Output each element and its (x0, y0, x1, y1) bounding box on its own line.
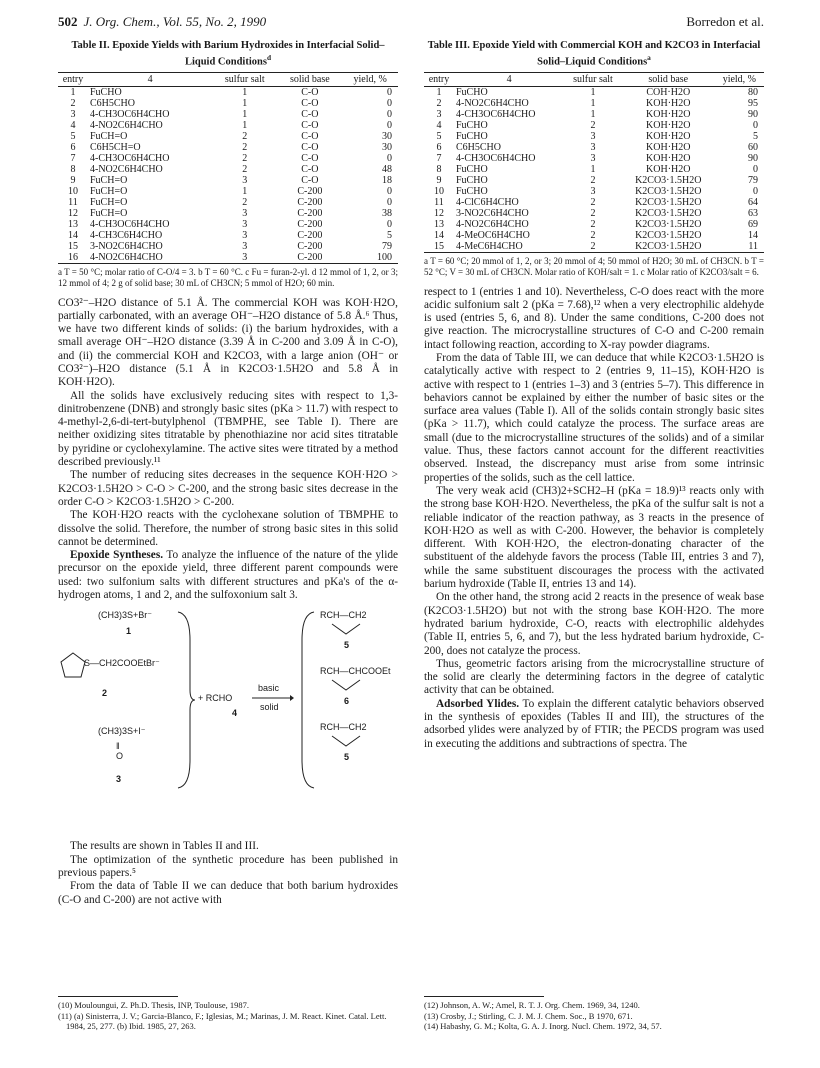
table-row (58, 241, 398, 252)
table-cell: 2 (242, 196, 248, 208)
table-cell: KOH·H2O (646, 163, 691, 175)
table-cell: 4-NO2C6H4CHO (88, 252, 212, 264)
table-header-cell: entry (58, 72, 88, 86)
header-authors: Borredon et al. (686, 14, 764, 29)
table-header-cell: 4 (88, 72, 212, 86)
table-cell: 4-CH3C6H4CHO (90, 229, 163, 241)
table-cell: 4-CH3OC6H4CHO (90, 218, 170, 230)
table-cell: 16 (58, 252, 88, 264)
left-body-text-2 (58, 840, 398, 906)
table-cell: FuCHO (456, 130, 488, 142)
table-row (424, 230, 764, 241)
table-cell: 100 (342, 252, 398, 264)
table-cell: KOH·H2O (646, 108, 691, 120)
table-cell: 3 (242, 229, 248, 241)
table-cell: 48 (382, 163, 392, 175)
table-cell: 3 (590, 141, 596, 153)
table-cell: C-O (301, 174, 319, 186)
table-row (58, 252, 398, 264)
table-header-cell: sulfur salt (212, 72, 277, 86)
table-cell: 2 (590, 174, 596, 186)
table-cell: KOH·H2O (646, 141, 691, 153)
right-column (424, 40, 764, 751)
table-row (58, 153, 398, 164)
table-cell: 95 (748, 97, 758, 109)
table-cell: 7 (70, 152, 76, 164)
table-cell: 2 (590, 196, 596, 208)
table-cell: 6 (70, 141, 76, 153)
table-cell: K2CO3·1.5H2O (635, 207, 702, 219)
table-cell: 0 (387, 86, 392, 98)
table-row (424, 131, 764, 142)
reference: (13) Crosby, J.; Stirling, C. J. M. J. Chem. Soc., B 1970, 671. (424, 1010, 633, 1021)
reference: (14) Habashy, G. M.; Kolta, G. A. J. Inorg. Nucl. Chem. 1972, 34, 57. (424, 1021, 662, 1031)
table-cell: KOH·H2O (646, 152, 691, 164)
table2 (58, 72, 398, 264)
table-cell: 3 (242, 218, 248, 230)
table-cell: FuCH=O (90, 130, 128, 142)
table-cell: 30 (382, 141, 392, 153)
compound-3-formula: (CH3)3S+I⁻ (98, 726, 146, 737)
table-cell: 14 (434, 229, 444, 241)
table-row (424, 164, 764, 175)
table-row (58, 131, 398, 142)
table-cell: 12 (68, 207, 78, 219)
table-cell: 2 (590, 218, 596, 230)
table-cell: C-200 (297, 196, 323, 208)
table-cell: 4-NO2C6H4CHO (456, 97, 529, 109)
table-cell: 80 (748, 86, 758, 98)
table-cell: 4-NO2C6H4CHO (456, 218, 529, 230)
section-heading: Epoxide Syntheses. (70, 549, 164, 562)
table-cell: 4-ClC6H4CHO (456, 196, 519, 208)
table-cell: 3 (590, 152, 596, 164)
table-cell: 10 (68, 185, 78, 197)
table-cell: C-200 (297, 240, 323, 252)
table-row (58, 164, 398, 175)
table-cell: 4-MeC6H4CHO (454, 241, 564, 253)
table-cell: 2 (242, 163, 248, 175)
table-cell: FuCH=O (90, 207, 128, 219)
table-row (58, 86, 398, 98)
table-row (58, 175, 398, 186)
table-row (58, 142, 398, 153)
table-cell: 79 (748, 174, 758, 186)
paragraph: The very weak acid (CH3)2+SCH2–H (pKa = 18.9)¹³ reacts only with the strong base KOH·H2O. Nevertheless, the pKa of the sulfur salt is not a reliable indicator of the reaction pathway, as 3 reacts in the presence of KOH·H2O as well as with C-200. However, the behavior is completely different. With KOH·H2O, the electron-donating character of the substituent of the aldehyde favors the process (Table III, entries 3 and 7), while the same substituent discourages the process with the activated barium hydroxide (Table II, entries 13 and 14). (424, 484, 764, 591)
table-row (58, 230, 398, 241)
table-cell: 5 (753, 130, 758, 142)
table-cell: 3 (242, 174, 248, 186)
table-cell: 10 (434, 185, 444, 197)
table-cell: C-200 (297, 207, 323, 219)
table-cell: 13 (68, 218, 78, 230)
table-cell: 14 (748, 229, 758, 241)
product-5-formula: RCH—CH2 (320, 610, 367, 621)
table-cell: FuCHO (456, 185, 488, 197)
table-cell: 2 (590, 119, 596, 131)
table-cell: 0 (387, 152, 392, 164)
table-cell: C-O (301, 119, 319, 131)
table-cell: 3-NO2C6H4CHO (456, 207, 529, 219)
paragraph: From the data of Table II we can deduce that both barium hydroxides (C-O and C-200) are not active with (58, 880, 398, 906)
compound-2-formula: S—CH2COOEtBr⁻ (84, 658, 160, 669)
table-cell: C6H5CHO (456, 141, 502, 153)
reaction-arrow-icon (252, 694, 294, 702)
table-cell: 15 (68, 240, 78, 252)
table-cell: FuCHO (90, 86, 122, 98)
table-row (58, 219, 398, 230)
table-cell: C-200 (297, 218, 323, 230)
epoxide-oxygen-icon (328, 734, 368, 748)
epoxide-oxygen-icon (328, 678, 368, 692)
paragraph: Adsorbed Ylides. To explain the different catalytic behaviors observed in the synthesis of epoxides (Tables II and III), the structures of the adsorbed ylides were analyzed by of FTIR; the PECDS program was used in executing the additions and subtractions of spectra. The (424, 697, 765, 750)
table-cell: FuCH=O (90, 174, 128, 186)
table-cell: 3-NO2C6H4CHO (90, 240, 163, 252)
table-cell: C-200 (277, 252, 342, 264)
table-header-cell: 4 (454, 72, 564, 86)
table-cell: 3 (70, 108, 76, 120)
table-cell: C-O (301, 163, 319, 175)
paragraph: Thus, geometric factors arising from the microcrystalline structure of the solid are clearly the determining factors in the degree of catalytic activity that can be obtained. (424, 657, 764, 697)
table-cell: 2 (590, 207, 596, 219)
table-cell: 5 (436, 130, 442, 142)
table2-footnote: a T = 50 °C; molar ratio of C-O/4 = 3. b T = 60 °C. c Fu = furan-2-yl. d 12 mmol of 1, 2, or 3; 12 mmol of 4; 2 g of solid base; 30 mL of CH3CN; 5 mmol of H2O; 60 min. (58, 266, 398, 288)
reaction-scheme (58, 608, 398, 834)
table-cell: C6H5CH=O (90, 141, 141, 153)
page-header (58, 14, 764, 32)
paragraph: On the other hand, the strong acid 2 reacts in the presence of weak base (K2CO3·1.5H2O) but not with the strong base KOH·H2O. The more hydrated barium hydroxide, C-O, reacts with electrophilic aldehydes (Table II, entries 5, 6, and 7), but the less hydrated barium hydroxide, C-200, does not catalyze the process. (424, 591, 764, 657)
table-cell: FuCHO (456, 174, 488, 186)
table-cell: 11 (715, 241, 764, 253)
product-6-formula: RCH—CHCOOEt (320, 666, 391, 677)
table-cell: 79 (382, 240, 392, 252)
table-cell: 18 (382, 174, 392, 186)
table-cell: 0 (387, 218, 392, 230)
table-row (424, 109, 764, 120)
table-row (58, 120, 398, 131)
table-cell: K2CO3·1.5H2O (622, 241, 715, 253)
table-header-cell: solid base (277, 72, 342, 86)
table-cell: 0 (387, 108, 392, 120)
table-cell: K2CO3·1.5H2O (635, 218, 702, 230)
page-number: 502 (58, 14, 78, 29)
table-cell: 12 (434, 207, 444, 219)
table-cell: C-O (301, 86, 319, 98)
table-cell: 1 (590, 86, 596, 98)
table-cell: 2 (564, 241, 622, 253)
table-cell: FuCHO (456, 119, 488, 131)
table-cell: 5 (387, 229, 392, 241)
table-cell: C-200 (297, 185, 323, 197)
table-row (424, 120, 764, 131)
table-cell: 2 (590, 229, 596, 241)
oxo-group: ‖ O (116, 741, 124, 762)
references-left (58, 1000, 398, 1032)
left-body-text (58, 297, 398, 603)
aldehyde-label: 4 (232, 708, 238, 719)
table-row (58, 208, 398, 219)
table-cell: 63 (748, 207, 758, 219)
table-cell: 8 (70, 163, 76, 175)
table-cell: 0 (387, 196, 392, 208)
table-cell: 0 (387, 185, 392, 197)
table-cell: 1 (242, 97, 248, 109)
table-cell: 4-MeOC6H4CHO (456, 229, 530, 241)
table-row (424, 98, 764, 109)
table-cell: 9 (436, 174, 442, 186)
arrow-label-bottom: solid (260, 702, 279, 713)
table-cell: K2CO3·1.5H2O (635, 196, 702, 208)
table-cell: FuCHO (456, 163, 488, 175)
paragraph: The number of reducing sites decreases in the sequence KOH·H2O > K2CO3·1.5H2O > C-O > C-200, and the strong basic sites decrease in the order C-O > K2CO3·1.5H2O > C-200. (58, 469, 398, 508)
table-row (424, 86, 764, 98)
header-left (58, 14, 266, 30)
table-cell: 4 (70, 119, 76, 131)
table-cell: 2 (70, 97, 76, 109)
compound-1-label: 1 (126, 626, 132, 637)
table-cell: 1 (70, 86, 76, 98)
product-5-label: 5 (344, 640, 350, 651)
aldehyde-reagent: + RCHO (198, 693, 233, 704)
table-cell: 1 (242, 108, 248, 120)
table-header-cell: entry (424, 72, 454, 86)
table-cell: 1 (590, 163, 596, 175)
table3-caption: Table III. Epoxide Yield with Commercial KOH and K2CO3 in Interfacial Solid–Liquid Conditions$^a$ (427, 40, 761, 68)
paragraph: The KOH·H2O reacts with the cyclohexane solution of TBMPHE to dissolve the solid. Therefore, the number of strong basic sites in this solid cannot be determined. (58, 509, 398, 548)
paragraph: Epoxide Syntheses. To analyze the influence of the nature of the ylide precursor on the epoxide yield, three different parent compounds were used: two sulfonium salts with different structures and pKa's of the α-hydrogen atoms, 1 and 2, and the sulfoxonium salt 3. (58, 549, 399, 602)
right-brace-open (296, 610, 316, 790)
table-cell: KOH·H2O (646, 119, 691, 131)
table-cell: 4-CH3OC6H4CHO (456, 108, 536, 120)
table-cell: 4-NO2C6H4CHO (90, 119, 163, 131)
reference: (12) Johnson, A. W.; Amel, R. T. J. Org. Chem. 1969, 34, 1240. (424, 1000, 640, 1010)
table-row (58, 186, 398, 197)
table-row (424, 186, 764, 197)
table-cell: 4-CH3OC6H4CHO (456, 152, 536, 164)
table-cell: 0 (387, 119, 392, 131)
table-row (424, 197, 764, 208)
table-cell: FuCH=O (90, 196, 128, 208)
journal-citation: J. Org. Chem., Vol. 55, No. 2, 1990 (83, 14, 267, 29)
arrow-label-top: basic (258, 683, 280, 694)
table-cell: 7 (436, 152, 442, 164)
table-cell: 90 (748, 152, 758, 164)
table-cell: 3 (590, 130, 596, 142)
paragraph: All the solids have exclusively reducing sites with respect to 1,3-dinitrobenzene (DNB) and strongly basic sites (pKa > 11.7) with respect to 4-methyl-2,6-di-tert-butylphenol (TBMPHE, see Table I). There are neither oxidizing sites titratable by phenothiazine nor acid sites titratable by pyridine or cyclohexylamine. The active sites were titrated by a method described previously.¹¹ (58, 389, 398, 469)
left-brace (176, 610, 196, 790)
table-cell: K2CO3·1.5H2O (635, 185, 702, 197)
compound-2-label: 2 (102, 688, 108, 699)
table-cell: 4 (436, 119, 442, 131)
product-7-formula: RCH—CH2 (320, 722, 367, 733)
reference: (10) Mouloungui, Z. Ph.D. Thesis, INP, Toulouse, 1987. (58, 1000, 250, 1010)
table-cell: 90 (748, 108, 758, 120)
footnote-rule (424, 996, 544, 997)
table-cell: K2CO3·1.5H2O (635, 174, 702, 186)
table-row (58, 197, 398, 208)
table-cell: 8 (436, 163, 442, 175)
paragraph: CO3²⁻–H2O distance of 5.1 Å. The commercial KOH was KOH·H2O, partially carbonated, with an average OH⁻–H2O distance of 5.8 Å.⁶ Thus, we have two different kinds of solids: (i) the barium hydroxides, with a small average OH⁻–H2O distance (3.39 Å in C-200 and 3.09 Å in C-O), and (ii) the commercial KOH and K2CO3, with a large anion (OH⁻ or CO3²⁻)–H2O distance (5.1 Å in K2CO3·1.5H2O and 5.8 Å in KOH·H2O). (58, 296, 398, 389)
paragraph: From the data of Table III, we can deduce that while K2CO3·1.5H2O is catalytically active with respect to 2 (entries 9, 11–15), KOH·H2O is active with respect to 1 (entries 1–3) and 3 (entries 5–7). This difference in behaviors cannot be explained by either the number of basic sites or the surface area values (Table I). All of the solids contain strongly basic sites (pKa > 11.7), which could catalyze the process. The surface areas are small (due to the microcrystalline structures of the solids) and of a similar value. Thus, these factors cannot account for the different reactivities observed. Instead, the discrepancy must arise from some intrinsic properties of the solids, such as the cell lattice. (424, 351, 764, 484)
table-row (424, 153, 764, 164)
paragraph: The optimization of the synthetic procedure has been published in previous papers.⁵ (58, 853, 398, 879)
product-7-label: 5 (344, 752, 350, 763)
table-cell: 4-NO2C6H4CHO (90, 163, 163, 175)
table-cell: 2 (436, 97, 442, 109)
table-row (424, 208, 764, 219)
table-cell: 1 (590, 108, 596, 120)
table-cell: 13 (434, 218, 444, 230)
table-cell: 3 (212, 252, 277, 264)
paragraph: respect to 1 (entries 1 and 10). Nevertheless, C-O does react with the more acidic sulfonium salt 2 (pKa = 7.68),¹² when a very electrophilic aldehyde is used (entries 5, 6, and 8). Under the same conditions, C-200 does not give reaction. The microcrystalline structures of C-O and C-200 remain intact following reaction, according to X-ray powder diagrams. (424, 285, 764, 351)
table-cell: K2CO3·1.5H2O (635, 229, 702, 241)
table-cell: 6 (436, 141, 442, 153)
table-cell: C-O (301, 97, 319, 109)
footnote-rule (58, 996, 178, 997)
table-cell: 14 (68, 229, 78, 241)
table-header-cell: solid base (622, 72, 715, 86)
paragraph: The results are shown in Tables II and III. (70, 840, 259, 853)
compound-1-formula: (CH3)3S+Br⁻ (98, 610, 153, 621)
table-cell: C-O (301, 141, 319, 153)
table-header-cell: yield, % (715, 72, 764, 86)
table-cell: C6H5CHO (90, 97, 136, 109)
table-cell: C-O (301, 130, 319, 142)
table-cell: FuCH=O (90, 185, 128, 197)
table-cell: 3 (436, 108, 442, 120)
table-cell: 1 (242, 185, 248, 197)
table-cell: KOH·H2O (646, 130, 691, 142)
table-header-cell: yield, % (342, 72, 398, 86)
table-cell: 30 (382, 130, 392, 142)
left-column (58, 40, 398, 907)
table-cell: 0 (753, 163, 758, 175)
table-cell: 64 (748, 196, 758, 208)
table-cell: 3 (242, 207, 248, 219)
reference: (11) (a) Sinisterra, J. V.; Garcia-Blanco, F.; Iglesias, M.; Marinas, J. M. React. Kinet. Catal. Lett. 1984, 25, 277. (b) Ibid. 1985, 27, 263. (58, 1010, 387, 1031)
table-cell: 2 (242, 141, 248, 153)
table-cell: 3 (590, 185, 596, 197)
table-row (424, 219, 764, 230)
table-cell: 0 (387, 97, 392, 109)
product-6-label: 6 (344, 696, 350, 707)
table-cell: 4-CH3OC6H4CHO (90, 108, 170, 120)
table-cell: 2 (242, 130, 248, 142)
table-row (424, 241, 764, 253)
table-cell: C-O (301, 152, 319, 164)
epoxide-oxygen-icon (328, 622, 368, 636)
table-cell: 15 (424, 241, 454, 253)
table-cell: C-O (301, 108, 319, 120)
table2-caption: Table II. Epoxide Yields with Barium Hydroxides in Interfacial Solid–Liquid Conditions$^d$ (71, 40, 385, 68)
table-cell: FuCHO (456, 86, 488, 98)
references-right (424, 1000, 764, 1032)
table-cell: 0 (753, 119, 758, 131)
table-cell: C-200 (297, 229, 323, 241)
table-row (58, 98, 398, 109)
table-cell: 5 (70, 130, 76, 142)
table-cell: 60 (748, 141, 758, 153)
table-cell: 1 (436, 86, 442, 98)
table-row (424, 175, 764, 186)
table-cell: 2 (242, 152, 248, 164)
table-cell: COH·H2O (646, 86, 691, 98)
table-cell: 3 (242, 240, 248, 252)
table-cell: 1 (242, 119, 248, 131)
table-cell: 0 (753, 185, 758, 197)
table-row (424, 142, 764, 153)
table-cell: 1 (590, 97, 596, 109)
table3-footnote: a T = 60 °C; 20 mmol of 1, 2, or 3; 20 mmol of 4; 50 mmol of H2O; 30 mL of CH3CN. b T = 52 °C; V = 30 mL of CH3CN. Molar ratio of KOH/salt = 1. c Molar ratio of K2CO3/salt = 6. (424, 255, 764, 277)
section-heading: Adsorbed Ylides. (436, 697, 520, 710)
table-cell: 38 (382, 207, 392, 219)
table-cell: 1 (242, 86, 248, 98)
compound-3-label: 3 (116, 774, 122, 785)
table-cell: 11 (68, 196, 78, 208)
table3 (424, 72, 764, 253)
table-cell: 4-CH3OC6H4CHO (90, 152, 170, 164)
table-cell: KOH·H2O (646, 97, 691, 109)
table-cell: 11 (434, 196, 444, 208)
table-cell: 9 (70, 174, 76, 186)
right-body-text (424, 286, 764, 751)
table-cell: 69 (748, 218, 758, 230)
table-row (58, 109, 398, 120)
table-header-cell: sulfur salt (564, 72, 622, 86)
